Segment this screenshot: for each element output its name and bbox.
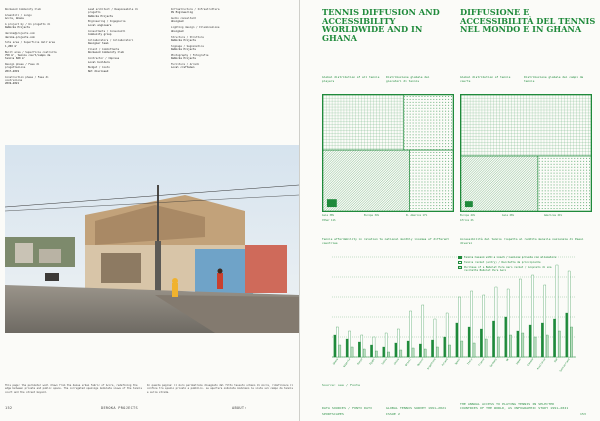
right-footer-note-right: THE ANNUAL ACCESS TO PLAYING TENNIS IN SELECTED COUNTRIES OF THE WORLD, AS INFOGRAPHIC STUDY 1991–2021 [460, 402, 569, 410]
meta-value: Accra, Ghana [5, 17, 24, 21]
meta-value: DeRocka Projects [171, 48, 196, 52]
bar [485, 339, 487, 357]
bar [541, 323, 543, 357]
bar [412, 348, 414, 357]
tm-right-label-3: Americas 21% [544, 214, 563, 217]
bar [456, 323, 458, 357]
tm-right-label-1: Europe 44% [460, 214, 476, 217]
left-page-number: 152 [5, 406, 13, 410]
bar [507, 289, 509, 357]
bar [397, 329, 399, 357]
bar [422, 305, 424, 357]
meta-key: Design phase / Fase di progettazione [5, 63, 40, 70]
meta-key: Collaborators / Collaboratori [88, 38, 134, 42]
meta-item [5, 76, 57, 86]
bar [431, 340, 433, 357]
bar [346, 339, 348, 357]
treemap-tennis-courts [460, 94, 592, 212]
meta-value: Unsigned [171, 20, 184, 24]
meta-item [5, 8, 57, 11]
meta-value: DS Engineering [171, 11, 193, 15]
meta-key: Greenhill / Lungu [5, 13, 32, 17]
bar [492, 321, 494, 357]
meta-value: Not disclosed [88, 69, 109, 73]
meta-item [88, 30, 140, 37]
legend-label: Purchase of a Babolat Pure Aero racket / Acquisto di una racchetta Babolat Pure Aero [464, 265, 552, 272]
meta-key: Consultants / Consulenti [88, 29, 126, 33]
meta-item [88, 20, 140, 27]
bar [446, 313, 448, 357]
bar [473, 343, 475, 357]
category-label: China [393, 357, 400, 366]
tm-left-label-4: Other 11% [322, 219, 336, 222]
bar [336, 327, 338, 357]
meta-key: deroka@projects.com [5, 32, 35, 36]
title-english: TENNIS DIFFUSION AND ACCESSIBILITY WORLDWIDE AND IN GHANA [322, 7, 440, 43]
bar [556, 265, 558, 357]
meta-column-3 [171, 8, 223, 72]
treemap-left-head-en: Global distribution of all tennis players [322, 75, 380, 83]
meta-value: Community group [88, 32, 112, 36]
meta-item [5, 32, 57, 39]
meta-key: Budget / Costo [88, 66, 110, 70]
meta-value: Designer team [88, 42, 109, 46]
title-italian: DIFFUSIONE E ACCESSIBILITÀ DEL TENNIS NEL MONDO E IN GHANA [460, 7, 596, 35]
meta-column-1 [5, 8, 57, 88]
right-footer-note-mid: GLOBAL TENNIS SURVEY 1991–2021 [386, 406, 447, 410]
meta-key: Engineering / Ingegneria [88, 20, 126, 24]
bar [361, 335, 363, 357]
caption-italian: In questa pagina: il muro perimetrale disegnato dal fitto tessuto urbano di Accra, ridefinisce il confine tra spazio privato e pubblico. Le aperture ondulate modulano le viste sul campo da tennis e sulla strada. [147, 384, 293, 394]
category-label: France [477, 357, 486, 367]
tm-left-label-3: N. America 17% [406, 214, 428, 217]
legend-swatch [458, 266, 462, 269]
category-label: Kenya [356, 357, 364, 366]
meta-key: Client / Committente [88, 48, 120, 52]
category-label: Japan [515, 357, 522, 366]
meta-item [88, 8, 140, 18]
chart-source-label: Source: see / Fonte [322, 383, 361, 387]
right-page-number: 153 [580, 412, 587, 416]
tm-left-label-2: Europe 34% [364, 214, 380, 217]
bar [385, 333, 387, 357]
project-photo [5, 145, 299, 333]
bar [373, 337, 375, 357]
meta-value: Local engineers [88, 23, 112, 27]
category-label: Spain [454, 357, 461, 366]
treemap-right-head-en: Global distribution of tennis courts [460, 75, 511, 83]
category-label: Argentina [426, 357, 437, 371]
category-label: Poland [441, 357, 449, 367]
category-label: Mexico [416, 357, 425, 367]
bar [558, 331, 560, 357]
chart-head-italian: Accessibilità del tennis rispetto al reddito mensile nazionale di Paesi diversi [460, 237, 584, 245]
tm-right-label-4: Africa 2% [460, 219, 474, 222]
meta-key: Built area / Superficie costruita [5, 50, 57, 54]
bar [419, 344, 421, 357]
meta-item [171, 26, 223, 33]
bar [409, 311, 411, 357]
bar [370, 345, 372, 357]
meta-value: 750 m², tennis court/campo da tennis 660 m² [5, 53, 51, 61]
legend-swatch [458, 261, 462, 264]
bar [519, 279, 521, 357]
bar [497, 337, 499, 357]
bar [553, 319, 555, 357]
bar [510, 335, 512, 357]
meta-value: Rockwood Community Club [88, 51, 124, 55]
legend-label: Tennis lesson with a coach / Lezione privata con allenatore [464, 256, 557, 259]
meta-item [171, 45, 223, 52]
meta-value: 2017–2019 [5, 69, 20, 73]
legend-entry [458, 256, 558, 259]
bar [470, 291, 472, 357]
meta-item [88, 39, 140, 46]
meta-key: Structure / Strutture [171, 35, 204, 39]
bar [363, 349, 365, 357]
meta-item [171, 54, 223, 61]
category-label: Australia [536, 357, 547, 371]
bar [424, 349, 426, 357]
meta-column-2 [88, 8, 140, 76]
bar [480, 329, 482, 357]
bar [468, 327, 470, 357]
meta-key: Infrastructure / Infrastruttura [171, 8, 220, 11]
category-label: UK [505, 357, 510, 362]
chart-legend [458, 256, 558, 274]
meta-item [5, 23, 57, 30]
meta-value: deroka-projects.com [5, 35, 35, 39]
meta-item [5, 41, 57, 48]
meta-value: DeRocka Projects [5, 26, 30, 30]
meta-item [171, 8, 223, 15]
meta-value: DeRocka Projects [171, 57, 196, 61]
meta-item [88, 48, 140, 55]
meta-key: Site area / Superficie dell'area [5, 41, 55, 45]
bar [348, 331, 350, 357]
tm-left-label-1: Asia 38% [322, 214, 335, 217]
bar [458, 297, 460, 357]
bar [395, 343, 397, 357]
bar [334, 335, 336, 357]
bar [531, 275, 533, 357]
meta-item [5, 63, 57, 73]
right-footer-note-left: DATA SOURCES / FONTI DATI [322, 406, 373, 410]
meta-value: Unsigned [171, 29, 184, 33]
bar [351, 347, 353, 357]
meta-item [171, 17, 223, 24]
meta-item [171, 63, 223, 70]
category-label: Italy [466, 357, 474, 366]
meta-key: Lighting design / Illuminazione [171, 26, 220, 30]
treemap-right-head-it: Distribuzione globale dei campi da tennis [524, 75, 584, 83]
category-label: India [381, 357, 388, 366]
meta-item [171, 36, 223, 43]
legend-swatch [458, 256, 462, 259]
bar [358, 342, 360, 357]
bar [434, 319, 436, 357]
meta-value: DeRocka Projects [88, 14, 113, 18]
bar [407, 341, 409, 357]
bar [483, 295, 485, 357]
bar [388, 352, 390, 357]
bar [534, 337, 536, 357]
category-label: Ghana [332, 357, 339, 366]
bar [495, 287, 497, 357]
category-label: Canada [526, 357, 535, 367]
right-footer-issue: ISSUE 2 [386, 412, 401, 416]
bar [505, 317, 507, 357]
bar [436, 347, 438, 357]
treemap-tennis-players [322, 94, 454, 212]
left-footer-label: ABOUT: [232, 406, 247, 410]
bar [461, 341, 463, 357]
bar [544, 285, 546, 357]
bar [568, 271, 570, 357]
bar [449, 345, 451, 357]
meta-key: Construction phase / Fase di costruzione [5, 75, 49, 82]
meta-value: DeRocka Projects [171, 38, 196, 42]
bar [529, 325, 531, 357]
meta-key: Photography / Fotografie [171, 53, 209, 57]
meta-item [88, 66, 140, 73]
bar [400, 350, 402, 357]
meta-key: A project by / Un progetto di [5, 23, 51, 27]
meta-key: Rockwood Community Club [5, 8, 41, 11]
meta-value: Local builders [88, 60, 110, 64]
category-label: Switzerland [559, 357, 571, 373]
chart-head-english: Tennis affordability in relation to national monthly incomes of different countries [322, 237, 450, 245]
meta-key: Furniture / Arredi [171, 63, 200, 67]
meta-key: Audio consultant [171, 17, 196, 21]
left-footer-section: DEROKA PROJECTS [101, 406, 138, 410]
bar [522, 333, 524, 357]
meta-value: Local craftsmen [171, 66, 195, 70]
bar [571, 327, 573, 357]
category-label: Brazil [404, 357, 413, 367]
bar [383, 347, 385, 357]
legend-entry [458, 261, 558, 264]
meta-value: 2019–2021 [5, 82, 20, 86]
meta-item [5, 51, 57, 61]
category-label: Nigeria [342, 357, 352, 368]
meta-key: Contractor / Impresa [88, 57, 120, 61]
category-label: USA [553, 357, 559, 364]
treemap-left-head-it: Distribuzione globale dei giocatori di tennis [386, 75, 430, 83]
meta-value: 1,200 m² [5, 44, 18, 48]
bar [517, 331, 519, 357]
bar [444, 337, 446, 357]
bar [375, 351, 377, 357]
category-label: Egypt [368, 357, 376, 366]
caption-english: This page: the perimeter wall drawn from the dense urban fabric of Accra, redefining the edge between private and public space. The corrugated openings modulate views of the tennis court and the street beyond. [5, 384, 142, 394]
legend-entry [458, 266, 558, 272]
tm-right-label-2: Asia 26% [502, 214, 515, 217]
bar [566, 313, 568, 357]
meta-item [88, 57, 140, 64]
bar [339, 345, 341, 357]
meta-key: Lead architect / Responsabile di progetto [88, 8, 138, 15]
meta-key: Signage / Segnaletica [171, 44, 204, 48]
category-label: Germany [489, 357, 498, 368]
meta-item [5, 14, 57, 21]
legend-label: Tennis racket (entry) / Racchetta da principiante [464, 260, 541, 264]
right-footer-section: SPORTSCAPES [322, 412, 345, 416]
bar [546, 335, 548, 357]
